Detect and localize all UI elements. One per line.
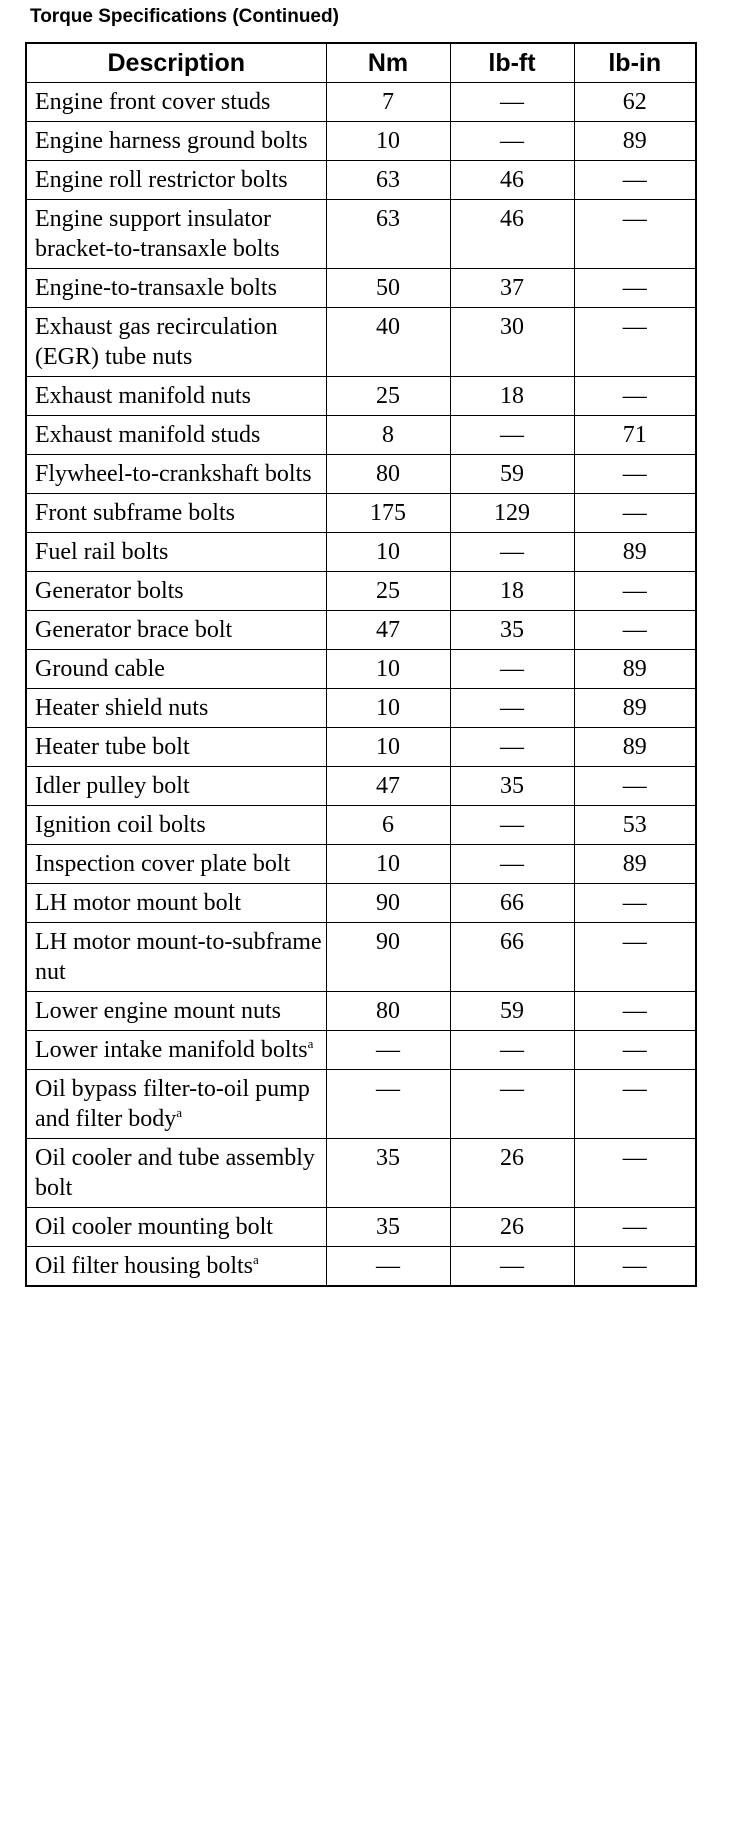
table-row [26,1247,696,1287]
footnote-marker: a [176,1105,183,1120]
table-row [26,1031,696,1070]
lb-in-value: — [574,1208,696,1247]
description-cell [26,1247,326,1287]
description-text: Oil cooler mounting bolt [35,1214,273,1240]
table-row [26,269,696,308]
lb-in-value: 53 [574,806,696,845]
lb-ft-value: 35 [450,611,574,650]
lb-ft-value: 59 [450,992,574,1031]
lb-ft-value: — [450,728,574,767]
lb-in-value: — [574,992,696,1031]
nm-value: 10 [326,122,450,161]
description-cell [26,416,326,455]
description-cell [26,200,326,269]
table-row [26,728,696,767]
description-text: Engine front cover studs [35,89,271,115]
description-cell [26,122,326,161]
lb-in-value: — [574,200,696,269]
description-cell [26,455,326,494]
table-row [26,767,696,806]
lb-in-value: — [574,923,696,992]
page-title: Torque Specifications (Continued) [30,6,339,27]
lb-ft-value: 26 [450,1139,574,1208]
description-text: Fuel rail bolts [35,539,169,565]
lb-in-value: — [574,767,696,806]
lb-ft-value: 66 [450,923,574,992]
description-cell [26,1070,326,1139]
table-row [26,923,696,992]
nm-value: — [326,1070,450,1139]
nm-value: 175 [326,494,450,533]
description-text: Generator bolts [35,578,184,604]
table-row [26,884,696,923]
description-text: Engine support insulator bracket-to-transaxle bolts [35,206,280,262]
description-cell [26,611,326,650]
description-text: Engine-to-transaxle bolts [35,275,277,301]
lb-ft-value: — [450,416,574,455]
footnote-marker: a [307,1036,314,1051]
table-row [26,533,696,572]
lb-ft-value: — [450,122,574,161]
lb-in-value: — [574,884,696,923]
lb-ft-value: 18 [450,377,574,416]
lb-ft-value: 46 [450,200,574,269]
lb-in-value: — [574,1070,696,1139]
lb-in-value: 71 [574,416,696,455]
table-header-row [26,43,696,83]
table-row [26,1070,696,1139]
table-row [26,494,696,533]
table-row [26,650,696,689]
lb-ft-value: — [450,1070,574,1139]
description-cell [26,269,326,308]
lb-ft-value: — [450,806,574,845]
nm-value: 10 [326,845,450,884]
nm-value: 6 [326,806,450,845]
table-row [26,377,696,416]
nm-value: 63 [326,161,450,200]
table-row [26,1139,696,1208]
description-cell [26,650,326,689]
torque-spec-table [25,42,697,1287]
lb-in-value: — [574,572,696,611]
lb-in-value: 89 [574,650,696,689]
lb-ft-value: — [450,689,574,728]
table-row [26,308,696,377]
nm-value: 10 [326,650,450,689]
nm-value: 25 [326,377,450,416]
lb-ft-value: — [450,650,574,689]
header-description: Description [26,43,326,83]
lb-ft-value: 59 [450,455,574,494]
description-cell [26,161,326,200]
nm-value: 10 [326,728,450,767]
description-text: Lower intake manifold bolts [35,1037,308,1063]
description-cell [26,1208,326,1247]
description-cell [26,1139,326,1208]
lb-in-value: — [574,377,696,416]
description-cell [26,884,326,923]
nm-value: 40 [326,308,450,377]
table-row [26,161,696,200]
description-cell [26,728,326,767]
lb-in-value: — [574,455,696,494]
description-cell [26,533,326,572]
lb-in-value: — [574,308,696,377]
lb-in-value: — [574,161,696,200]
description-cell [26,572,326,611]
lb-in-value: 89 [574,533,696,572]
table-row [26,572,696,611]
table-row [26,992,696,1031]
nm-value: 47 [326,767,450,806]
lb-ft-value: — [450,845,574,884]
description-text: Ignition coil bolts [35,812,206,838]
lb-in-value: 89 [574,122,696,161]
description-cell [26,845,326,884]
table-body [26,83,696,1287]
description-text: Engine harness ground bolts [35,128,308,154]
lb-in-value: — [574,494,696,533]
nm-value: 63 [326,200,450,269]
description-text: Lower engine mount nuts [35,998,281,1024]
table-row [26,122,696,161]
description-cell [26,1031,326,1070]
description-text: Exhaust manifold nuts [35,383,251,409]
description-text: Oil cooler and tube assembly bolt [35,1145,315,1201]
lb-in-value: — [574,611,696,650]
table-row [26,83,696,122]
lb-ft-value: — [450,1247,574,1287]
lb-in-value: — [574,1247,696,1287]
header-lb-ft: lb-ft [450,43,574,83]
lb-ft-value: 66 [450,884,574,923]
lb-ft-value: 30 [450,308,574,377]
description-text: Oil bypass filter-to-oil pump and filter body [35,1076,310,1132]
description-text: Front subframe bolts [35,500,235,526]
lb-ft-value: — [450,83,574,122]
description-text: Idler pulley bolt [35,773,190,799]
description-cell [26,767,326,806]
lb-ft-value: 26 [450,1208,574,1247]
nm-value: 90 [326,884,450,923]
lb-in-value: — [574,1031,696,1070]
lb-in-value: 89 [574,728,696,767]
nm-value: 7 [326,83,450,122]
description-text: Generator brace bolt [35,617,233,643]
lb-in-value: — [574,1139,696,1208]
nm-value: 35 [326,1139,450,1208]
nm-value: 80 [326,992,450,1031]
table-row [26,689,696,728]
description-text: Oil filter housing bolts [35,1253,253,1279]
lb-in-value: 89 [574,689,696,728]
table-row [26,1208,696,1247]
description-text: Flywheel-to-crankshaft bolts [35,461,312,487]
nm-value: — [326,1247,450,1287]
lb-ft-value: — [450,533,574,572]
table-row [26,845,696,884]
description-text: LH motor mount-to-subframe nut [35,929,322,985]
description-text: Heater shield nuts [35,695,209,721]
nm-value: 25 [326,572,450,611]
header-lb-in: lb-in [574,43,696,83]
nm-value: 35 [326,1208,450,1247]
table-row [26,611,696,650]
nm-value: 47 [326,611,450,650]
nm-value: — [326,1031,450,1070]
table-row [26,200,696,269]
lb-ft-value: 46 [450,161,574,200]
nm-value: 80 [326,455,450,494]
description-cell [26,923,326,992]
lb-ft-value: 129 [450,494,574,533]
lb-ft-value: 18 [450,572,574,611]
lb-ft-value: — [450,1031,574,1070]
nm-value: 10 [326,689,450,728]
description-cell [26,308,326,377]
lb-in-value: 62 [574,83,696,122]
description-cell [26,377,326,416]
description-text: LH motor mount bolt [35,890,241,916]
nm-value: 50 [326,269,450,308]
table-row [26,806,696,845]
table-row [26,416,696,455]
description-text: Exhaust gas recirculation (EGR) tube nuts [35,314,278,370]
description-text: Exhaust manifold studs [35,422,261,448]
nm-value: 10 [326,533,450,572]
description-cell [26,992,326,1031]
lb-ft-value: 35 [450,767,574,806]
lb-in-value: 89 [574,845,696,884]
description-cell [26,494,326,533]
footnote-marker: a [253,1252,259,1267]
description-cell [26,806,326,845]
description-text: Engine roll restrictor bolts [35,167,288,193]
description-text: Heater tube bolt [35,734,190,760]
description-text: Ground cable [35,656,165,682]
lb-ft-value: 37 [450,269,574,308]
nm-value: 8 [326,416,450,455]
description-text: Inspection cover plate bolt [35,851,291,877]
lb-in-value: — [574,269,696,308]
description-cell [26,83,326,122]
table-row [26,455,696,494]
nm-value: 90 [326,923,450,992]
description-cell [26,689,326,728]
header-nm: Nm [326,43,450,83]
